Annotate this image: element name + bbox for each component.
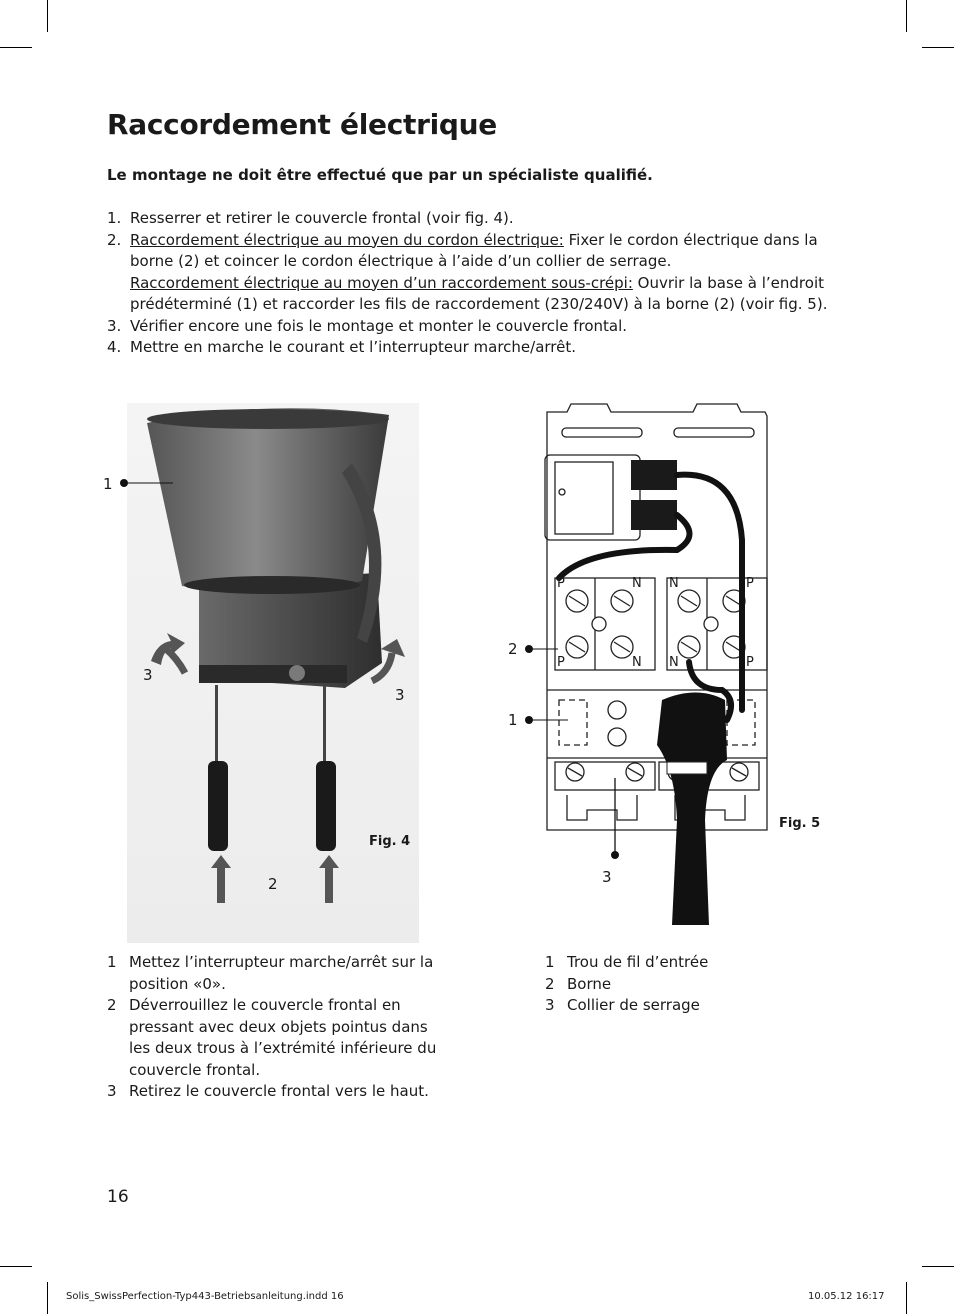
legend-item xyxy=(107,1081,452,1103)
step-number: 1. xyxy=(107,209,122,227)
terminal-label: N xyxy=(669,655,679,670)
fig5-callout-line xyxy=(520,642,560,656)
step-heading: Raccordement électrique au moyen d’un raccordement sous-crépi: xyxy=(130,273,633,292)
legend-item xyxy=(545,952,845,974)
step-text xyxy=(130,230,847,316)
terminal-label: N xyxy=(669,576,679,591)
legend-text: Mettez l’interrupteur marche/arrêt sur la position «0». xyxy=(129,953,434,993)
fig4-legend xyxy=(107,952,452,1103)
legend-item xyxy=(107,952,452,995)
terminal-label: N xyxy=(632,576,642,591)
legend-text: Collier de serrage xyxy=(567,996,700,1014)
terminal-label: P xyxy=(557,576,565,591)
footer-date: 10.05.12 16:17 xyxy=(808,1291,885,1302)
legend-number: 1 xyxy=(545,953,555,971)
step-body: Fixer le cordon électrique dans la borne (2) et coincer le cordon électrique à l’aide d’un collier de serrage. xyxy=(130,230,818,270)
crop-mark xyxy=(47,0,48,32)
page-number: 16 xyxy=(107,1187,129,1207)
fig4-callout-2: 2 xyxy=(268,875,278,893)
crop-mark xyxy=(0,1266,32,1267)
terminal-label: P xyxy=(746,576,754,591)
step-body: Ouvrir la base à l’endroit prédéterminé (1) et raccorder les fils de raccordement (230/240V) à la borne (2) (voir fig. 5). xyxy=(130,273,828,313)
legend-item xyxy=(545,974,845,996)
crop-mark xyxy=(47,1282,48,1314)
legend-text: Déverrouillez le couvercle frontal en pressant avec deux objets pointus dans les deux trous à l’extrémité inférieure du couvercle frontal. xyxy=(129,996,437,1079)
fig4-label: Fig. 4 xyxy=(369,834,411,849)
terminal-label: P xyxy=(557,655,565,670)
legend-text: Retirez le couvercle frontal vers le haut. xyxy=(129,1082,429,1100)
legend-number: 3 xyxy=(545,996,555,1014)
legend-item xyxy=(107,995,452,1081)
legend-text: Trou de fil d’entrée xyxy=(567,953,709,971)
step-number: 4. xyxy=(107,338,122,356)
legend-number: 3 xyxy=(107,1082,117,1100)
legend-number: 2 xyxy=(107,996,117,1014)
step-number: 2. xyxy=(107,230,122,249)
footer-filename: Solis_SwissPerfection-Typ443-Betriebsanleitung.indd 16 xyxy=(66,1291,344,1302)
fig5-callout-line xyxy=(520,713,570,727)
subtitle: Le montage ne doit être effectué que par un spécialiste qualifié. xyxy=(107,166,653,184)
fig4-callout-line xyxy=(115,475,175,491)
crop-mark xyxy=(906,0,907,32)
legend-number: 1 xyxy=(107,953,117,971)
fig5-label: Fig. 5 xyxy=(779,816,821,831)
step-item xyxy=(107,316,847,338)
step-heading: Raccordement électrique au moyen du cordon électrique: xyxy=(130,230,564,249)
step-number: 3. xyxy=(107,316,122,335)
fig5-callout-2: 2 xyxy=(508,640,518,658)
step-item xyxy=(107,230,847,316)
legend-text: Borne xyxy=(567,974,612,993)
crop-mark xyxy=(922,47,954,48)
page-title: Raccordement électrique xyxy=(107,108,497,141)
fig5-callout-1: 1 xyxy=(508,711,518,729)
terminal-label: P xyxy=(746,655,754,670)
crop-mark xyxy=(906,1282,907,1314)
fig5-legend xyxy=(545,952,845,1017)
step-text: Vérifier encore une fois le montage et monter le couvercle frontal. xyxy=(130,316,628,335)
step-item xyxy=(107,337,847,359)
step-text: Resserrer et retirer le couvercle frontal (voir fig. 4). xyxy=(130,209,514,227)
step-text: Mettre en marche le courant et l’interrupteur marche/arrêt. xyxy=(130,338,577,356)
crop-mark xyxy=(0,47,32,48)
step-item xyxy=(107,208,847,230)
instruction-list xyxy=(107,208,847,359)
terminal-label: N xyxy=(632,655,642,670)
fig4-callout-3-right: 3 xyxy=(395,686,405,704)
legend-item xyxy=(545,995,845,1017)
crop-mark xyxy=(922,1266,954,1267)
fig5-callout-3: 3 xyxy=(602,868,612,886)
fig4-callout-1: 1 xyxy=(103,475,113,493)
fig4-callout-3-left: 3 xyxy=(143,666,153,684)
legend-number: 2 xyxy=(545,974,555,993)
